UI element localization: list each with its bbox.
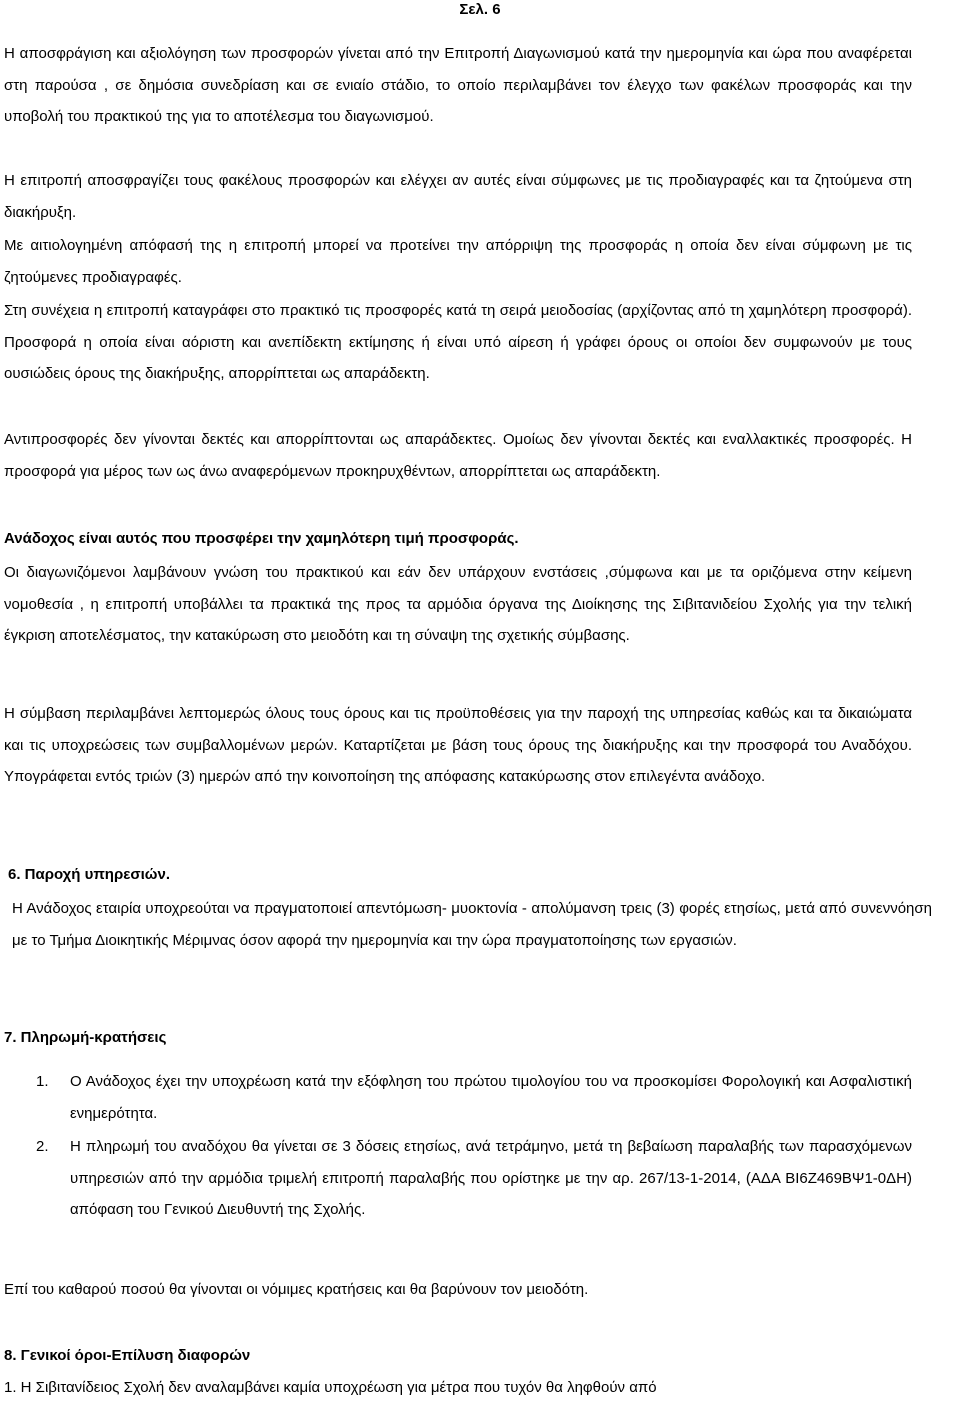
section-8-first-item: 1. Η Σιβιτανίδειος Σχολή δεν αναλαμβάνει καμία υποχρέωση για μέτρα που τυχόν θα ληφθούν από [4, 1379, 657, 1396]
section-7-heading: 7. Πληρωμή-κρατήσεις [4, 1029, 167, 1046]
section-7-footer: Επί του καθαρού ποσού θα γίνονται οι νόμιμες κρατήσεις και θα βαρύνουν τον μειοδότη. [4, 1281, 589, 1298]
paragraph-contract: Η σύμβαση περιλαμβάνει λεπτομερώς όλους τους όρους και τις προϋποθέσεις για την παροχή της υπηρεσίας καθώς και τα δικαιώματα και τις υποχρεώσεις των συμβαλλομένων μερών. Καταρτίζεται με βάση τους όρους της διακήρυξης και την προσφορά του Αναδόχου. Υπογράφεται εντός τριών (3) ημερών από την κοινοποίηση της απόφασης κατακύρωσης στον επιλεγέντα ανάδοχο. [4, 705, 912, 785]
list-item-text: Η πληρωμή του αναδόχου θα γίνεται σε 3 δόσεις ετησίως, ανά τετράμηνο, μετά τη βεβαίωση παραλαβής των παρασχόμενων υπηρεσιών από την αρμόδια τριμελή επιτροπή παραλαβής που ορίστηκε με την αρ. 267/13-1-2014, (ΑΔΑ ΒΙ6Ζ469ΒΨ1-0ΔΗ) απόφαση του Γενικού Διευθυντή της Σχολής. [70, 1138, 912, 1218]
paragraph-rejection: Με αιτιολογημένη απόφασή της η επιτροπή μπορεί να προτείνει την απόρριψη της προσφοράς η οποία δεν είναι σύμφωνη με τις ζητούμενες προδιαγραφές. [4, 237, 912, 286]
list-item-number: 1. [36, 1073, 49, 1090]
section-6-heading: 6. Παροχή υπηρεσιών. [8, 866, 170, 883]
section-8-heading: 8. Γενικοί όροι-Επίλυση διαφορών [4, 1347, 251, 1364]
paragraph-counteroffers: Αντιπροσφορές δεν γίνονται δεκτές και απορρίπτονται ως απαράδεκτες. Ομοίως δεν γίνονται δεκτές και εναλλακτικές προσφορές. Η προσφορά για μέρος των ως άνω αναφερόμενων προκηρυχθέντων, απορρίπτεται ως απαράδεκτη. [4, 431, 912, 480]
paragraph-contractor-bold: Ανάδοχος είναι αυτός που προσφέρει την χαμηλότερη τιμή προσφοράς. [4, 530, 519, 547]
page-number: Σελ. 6 [459, 1, 501, 18]
list-item-text: Ο Ανάδοχος έχει την υποχρέωση κατά την εξόφληση του πρώτου τιμολογίου του να προσκομίσει Φορολογική και Ασφαλιστική ενημερότητα. [70, 1073, 912, 1122]
section-6-text: Η Ανάδοχος εταιρία υποχρεούται να πραγματοποιεί απεντόμωση- μυοκτονία - απολύμανση τρεις (3) φορές ετησίως, μετά από συνεννόηση με το Τμήμα Διοικητικής Μέριμνας όσον αφορά την ημερομηνία και την ώρα πραγματοποίησης των εργασιών. [12, 900, 932, 949]
paragraph-opening-evaluation: Η αποσφράγιση και αξιολόγηση των προσφορών γίνεται από την Επιτροπή Διαγωνισμού κατά την ημερομηνία και ώρα που αναφέρεται στη παρούσα , σε δημόσια συνεδρίαση και σε ενιαίο στάδιο, το οποίο περιλαμβάνει τον έλεγχο των φακέλων προσφοράς και την υποβολή του πρακτικού της για το αποτέλεσμα του διαγωνισμού. [4, 45, 912, 125]
paragraph-envelopes-check: Η επιτροπή αποσφραγίζει τους φακέλους προσφορών και ελέγχει αν αυτές είναι σύμφωνες με τις προδιαγραφές και τα ζητούμενα στη διακήρυξη. [4, 172, 912, 221]
list-item-number: 2. [36, 1138, 49, 1155]
paragraph-minutes-approval: Οι διαγωνιζόμενοι λαμβάνουν γνώση του πρακτικού και εάν δεν υπάρχουν ενστάσεις ,σύμφωνα και με τα οριζόμενα στην κείμενη νομοθεσία , η επιτροπή υποβάλλει τα πρακτικά της προς τα αρμόδια όργανα της Διοίκησης της Σιβιτανιδείου Σχολής για την τελική έγκριση αποτελέσματος, την κατακύρωση στο μειοδότη και τη σύναψη της σχετικής σύμβασης. [4, 564, 912, 644]
paragraph-ranking: Στη συνέχεια η επιτροπή καταγράφει στο πρακτικό τις προσφορές κατά τη σειρά μειοδοσίας (αρχίζοντας από τη χαμηλότερη προσφορά). Προσφορά η οποία είναι αόριστη και ανεπίδεκτη εκτίμησης ή είναι υπό αίρεση ή γράφει όρους οι οποίοι δεν συμφωνούν με τους ουσιώδεις όρους της διακήρυξης, απορρίπτεται ως απαράδεκτη. [4, 302, 912, 382]
